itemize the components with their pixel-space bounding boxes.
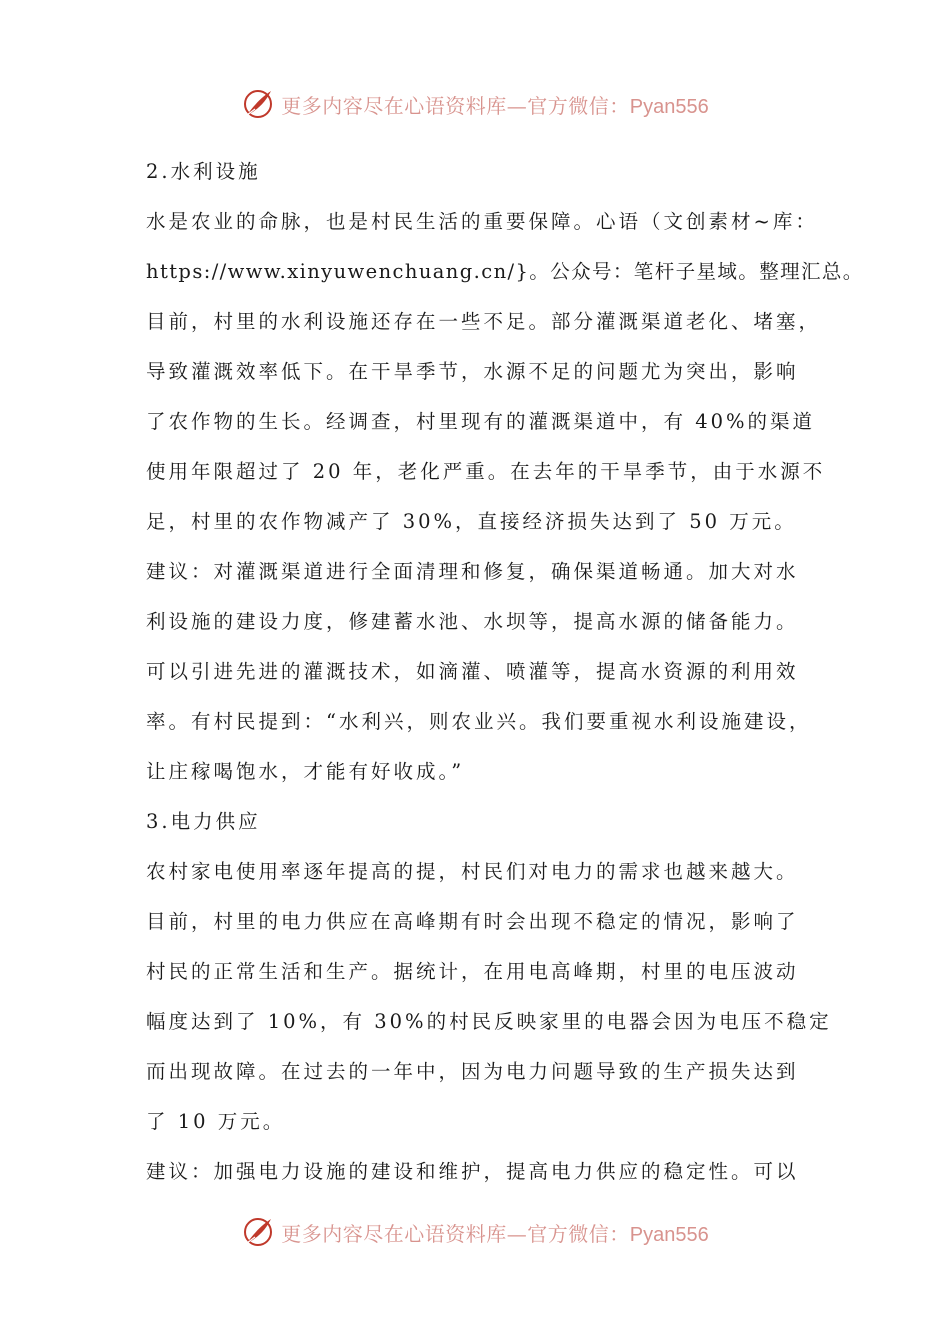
paragraph-line: 建议：对灌溉渠道进行全面清理和修复，确保渠道畅通。加大对水 — [146, 560, 799, 583]
document-body — [146, 147, 864, 1197]
watermark-text: 更多内容尽在心语资料库—官方微信：Pyan556 — [281, 1221, 709, 1246]
paragraph-line: 使用年限超过了 20 年，老化严重。在去年的干旱季节，由于水源不 — [146, 460, 826, 483]
paragraph-line: 幅度达到了 10%，有 30%的村民反映家里的电器会因为电压不稳定 — [146, 1010, 832, 1033]
footer-watermark-banner — [0, 1210, 950, 1254]
paragraph-line: 目前，村里的水利设施还存在一些不足。部分灌溉渠道老化、堵塞， — [146, 310, 822, 333]
header-watermark-banner — [0, 82, 950, 126]
feather-pen-logo-icon — [241, 1215, 275, 1249]
paragraph-line: 了农作物的生长。经调查，村里现有的灌溉渠道中，有 40%的渠道 — [146, 410, 816, 433]
paragraph-line: 可以引进先进的灌溉技术，如滴灌、喷灌等，提高水资源的利用效 — [146, 660, 799, 683]
paragraph-line: 建议：加强电力设施的建设和维护，提高电力供应的稳定性。可以 — [146, 1160, 799, 1183]
paragraph-line: 足，村里的农作物减产了 30%，直接经济损失达到了 50 万元。 — [146, 510, 797, 533]
paragraph-line: 而出现故障。在过去的一年中，因为电力问题导致的生产损失达到 — [146, 1060, 799, 1083]
paragraph-line-url: https://www.xinyuwenchuang.cn/}。公众号：笔杆子星域。整理汇总。 — [146, 260, 864, 283]
paragraph-line: 率。有村民提到：“水利兴，则农业兴。我们要重视水利设施建设， — [146, 710, 812, 733]
paragraph-line: 目前，村里的电力供应在高峰期有时会出现不稳定的情况，影响了 — [146, 910, 799, 933]
paragraph-line: 让庄稼喝饱水，才能有好收成。” — [146, 760, 465, 783]
section-heading-water: 2.水利设施 — [146, 160, 261, 183]
paragraph-line: 了 10 万元。 — [146, 1110, 286, 1133]
watermark-text: 更多内容尽在心语资料库—官方微信：Pyan556 — [281, 93, 709, 118]
paragraph-line: 水是农业的命脉，也是村民生活的重要保障。心语（文创素材~库： — [146, 210, 818, 233]
feather-pen-logo-icon — [241, 87, 275, 121]
paragraph-line: 农村家电使用率逐年提高的提，村民们对电力的需求也越来越大。 — [146, 860, 799, 883]
paragraph-line: 导致灌溉效率低下。在干旱季节，水源不足的问题尤为突出，影响 — [146, 360, 799, 383]
paragraph-line: 利设施的建设力度，修建蓄水池、水坝等，提高水源的储备能力。 — [146, 610, 799, 633]
section-heading-power: 3.电力供应 — [146, 810, 261, 833]
paragraph-line: 村民的正常生活和生产。据统计，在用电高峰期，村里的电压波动 — [146, 960, 799, 983]
